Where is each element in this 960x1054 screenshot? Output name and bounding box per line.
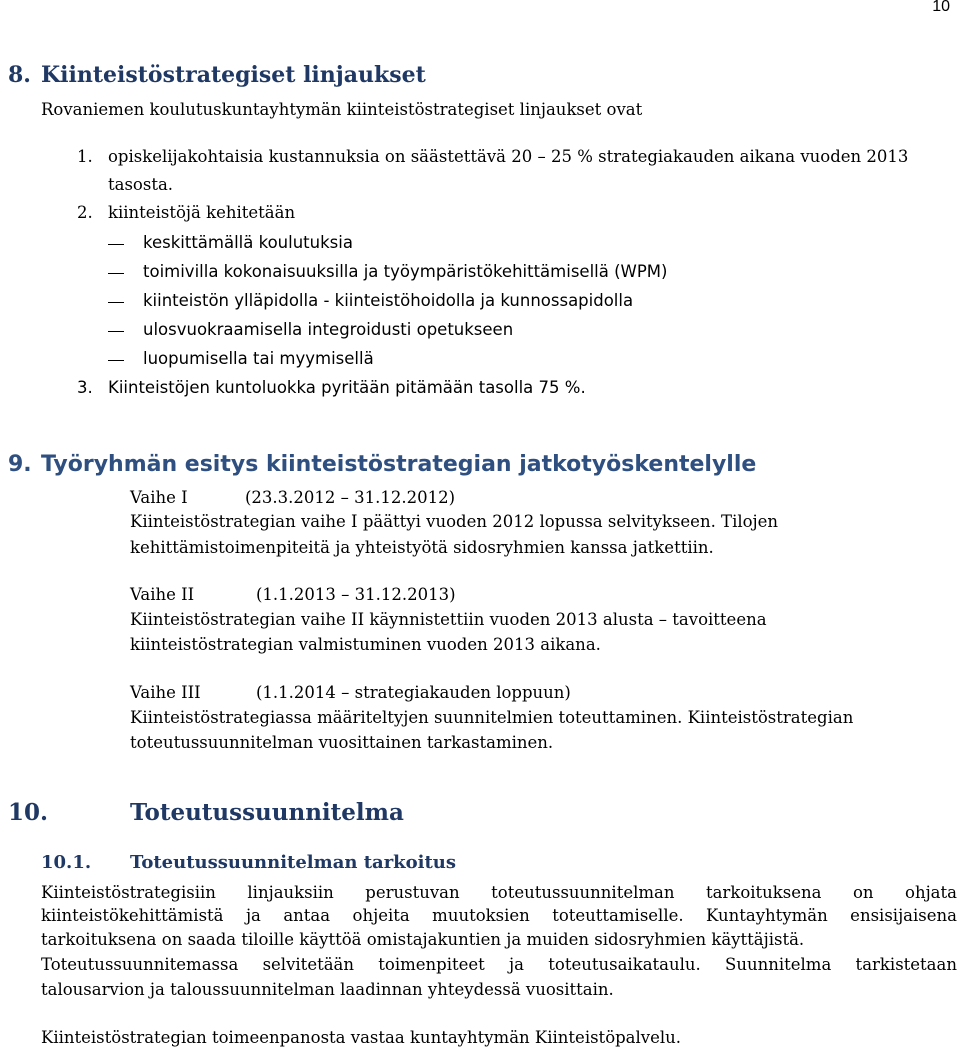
phase-1-label: Vaihe I (130, 488, 188, 507)
phase-3-label: Vaihe III (130, 683, 201, 702)
closing-sentence: Kiinteistöstrategian toimeenpanosta vastaa kuntayhtymän Kiinteistöpalvelu. (41, 1028, 682, 1047)
sub-item-3: kiinteistön ylläpidolla - kiinteistöhoidolla ja kunnossapidolla (143, 291, 634, 310)
paragraph-line: tarkoituksena on saada tiloille käyttöä omistajakuntien ja muiden sidosryhmien käyttäjistä. (41, 930, 805, 949)
phase-1-line-1: Kiinteistöstrategian vaihe I päättyi vuoden 2012 lopussa selvitykseen. Tilojen (130, 512, 779, 531)
paragraph-line: Kiinteistöstrategisiin linjauksiin perustuvan toteutussuunnitelman tarkoituksena on ohjata (41, 883, 957, 902)
sub-item-1: keskittämällä koulutuksia (143, 233, 353, 252)
paragraph-line: kiinteistökehittämistä ja antaa ohjeita muutoksien toteuttamiselle. Kuntayhtymän ensisijaisena (41, 906, 957, 925)
section-9-title: Työryhmän esitys kiinteistöstrategian jatkotyöskentelylle (41, 452, 757, 477)
phase-2-dates: (1.1.2013 – 31.12.2013) (256, 585, 456, 604)
phase-1-dates: (23.3.2012 – 31.12.2012) (245, 488, 456, 507)
phase-2-line-1: Kiinteistöstrategian vaihe II käynnistettiin vuoden 2013 alusta – tavoitteena (130, 610, 767, 629)
dash-bullet (108, 331, 124, 332)
paragraph-line: talousarvion ja taloussuunnitelman laadinnan yhteydessä vuosittain. (41, 980, 614, 999)
subsection-10-1-number: 10.1. (41, 852, 92, 873)
item-1-line-1: opiskelijakohtaisia kustannuksia on säästettävä 20 – 25 % strategiakauden aikana vuoden 2013 (108, 147, 909, 166)
item-2-number: 2. (77, 203, 93, 222)
dash-bullet (108, 273, 124, 274)
phase-3-line-1: Kiinteistöstrategiassa määriteltyjen suunnitelmien toteuttaminen. Kiinteistöstrategian (130, 708, 854, 727)
subsection-10-1-title: Toteutussuunnitelman tarkoitus (130, 852, 457, 873)
item-3-text: Kiinteistöjen kuntoluokka pyritään pitämään tasolla 75 %. (108, 378, 586, 397)
sub-item-2: toimivilla kokonaisuuksilla ja työympäristökehittämisellä (WPM) (143, 262, 668, 281)
item-3-number: 3. (77, 378, 93, 397)
page-number: 10 (932, 0, 950, 15)
dash-bullet (108, 360, 124, 361)
phase-3-dates: (1.1.2014 – strategiakauden loppuun) (256, 683, 571, 702)
section-10-number: 10. (8, 799, 49, 826)
section-8-number: 8. (8, 62, 31, 88)
dash-bullet (108, 244, 124, 245)
phase-2-label: Vaihe II (130, 585, 195, 604)
item-2-text: kiinteistöjä kehitetään (108, 203, 296, 222)
dash-bullet (108, 302, 124, 303)
section-8-title: Kiinteistöstrategiset linjaukset (41, 62, 426, 88)
section-10-title: Toteutussuunnitelma (130, 799, 404, 826)
item-1-number: 1. (77, 147, 93, 166)
section-8-intro: Rovaniemen koulutuskuntayhtymän kiinteistöstrategiset linjaukset ovat (41, 100, 643, 119)
phase-2-line-2: kiinteistöstrategian valmistuminen vuoden 2013 aikana. (130, 635, 601, 654)
sub-item-4: ulosvuokraamisella integroidusti opetukseen (143, 320, 514, 339)
section-9-number: 9. (8, 452, 32, 477)
phase-1-line-2: kehittämistoimenpiteitä ja yhteistyötä sidosryhmien kanssa jatkettiin. (130, 538, 714, 557)
sub-item-5: luopumisella tai myymisellä (143, 349, 374, 368)
item-1-line-2: tasosta. (108, 175, 174, 194)
phase-3-line-2: toteutussuunnitelman vuosittainen tarkastaminen. (130, 733, 554, 752)
paragraph-line: Toteutussuunnitemassa selvitetään toimenpiteet ja toteutusaikataulu. Suunnitelma tarkistetaan (41, 955, 957, 974)
